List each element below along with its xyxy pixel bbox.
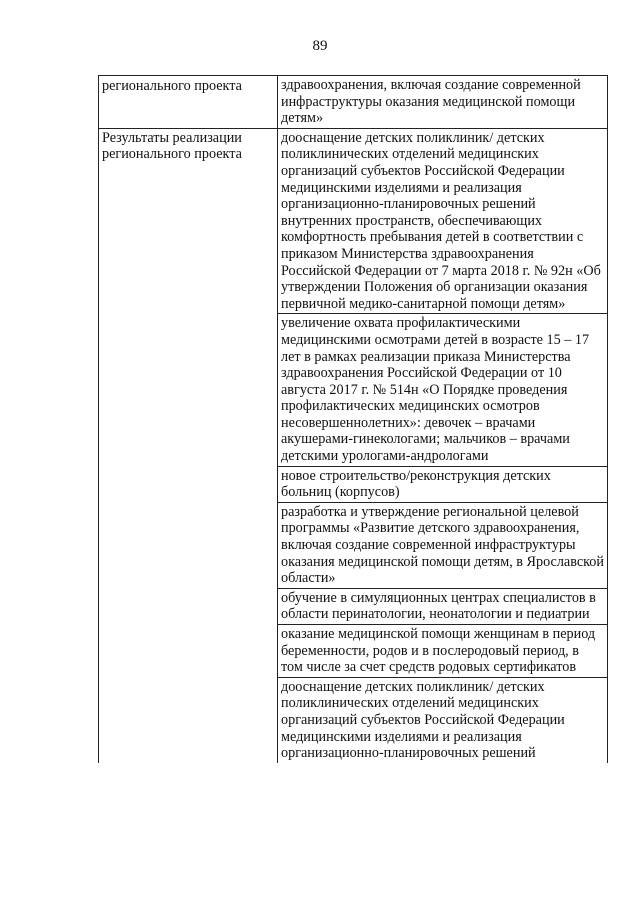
results-label: Результаты реализации регионального проекта xyxy=(99,128,278,762)
table-row xyxy=(99,128,608,314)
project-table xyxy=(98,75,608,763)
result-item: обучение в симуляционных центрах специалистов в области перинатологии, неонатологии и педиатрии xyxy=(278,588,608,624)
result-item: увеличение охвата профилактическими медицинскими осмотрами детей в возрасте 15 – 17 лет в рамках реализации приказа Министерства здравоохранения Российской Федерации от 10 августа 2017 г. № 514н «О Порядке проведения профилактических медицинских осмотров несовершеннолетних»: девочек – врачами акушерами-гинекологами; мальчиков – врачами детскими урологами-андрологами xyxy=(278,314,608,466)
result-item: дооснащение детских поликлиник/ детских поликлинических отделений медицинских организаций субъектов Российской Федерации медицинскими изделиями и реализация организационно-планировочных решений внутренних пространств, обеспечивающих комфортность пребывания детей в соответствии с приказом Министерства здравоохранения Российской Федерации от 7 марта 2018 г. № 92н «Об утверждении Положения об организации оказания первичной медико-санитарной помощи детям» xyxy=(278,128,608,314)
result-item: разработка и утверждение региональной целевой программы «Развитие детского здравоохранения, включая создание современной инфраструктуры оказания медицинской помощи детям, в Ярославской области» xyxy=(278,502,608,588)
table-row xyxy=(99,76,608,129)
result-item: дооснащение детских поликлиник/ детских поликлинических отделений медицинских организаций субъектов Российской Федерации медицинскими изделиями и реализация организационно-планировочных решений xyxy=(278,677,608,762)
page-number: 89 xyxy=(312,38,328,54)
result-item: новое строительство/реконструкция детских больниц (корпусов) xyxy=(278,466,608,502)
row-value: здравоохранения, включая создание современной инфраструктуры оказания медицинской помощи детям» xyxy=(278,76,608,129)
row-label: регионального проекта xyxy=(99,76,278,129)
result-item: оказание медицинской помощи женщинам в период беременности, родов и в послеродовый период, в том числе за счет средств родовых сертификатов xyxy=(278,625,608,678)
